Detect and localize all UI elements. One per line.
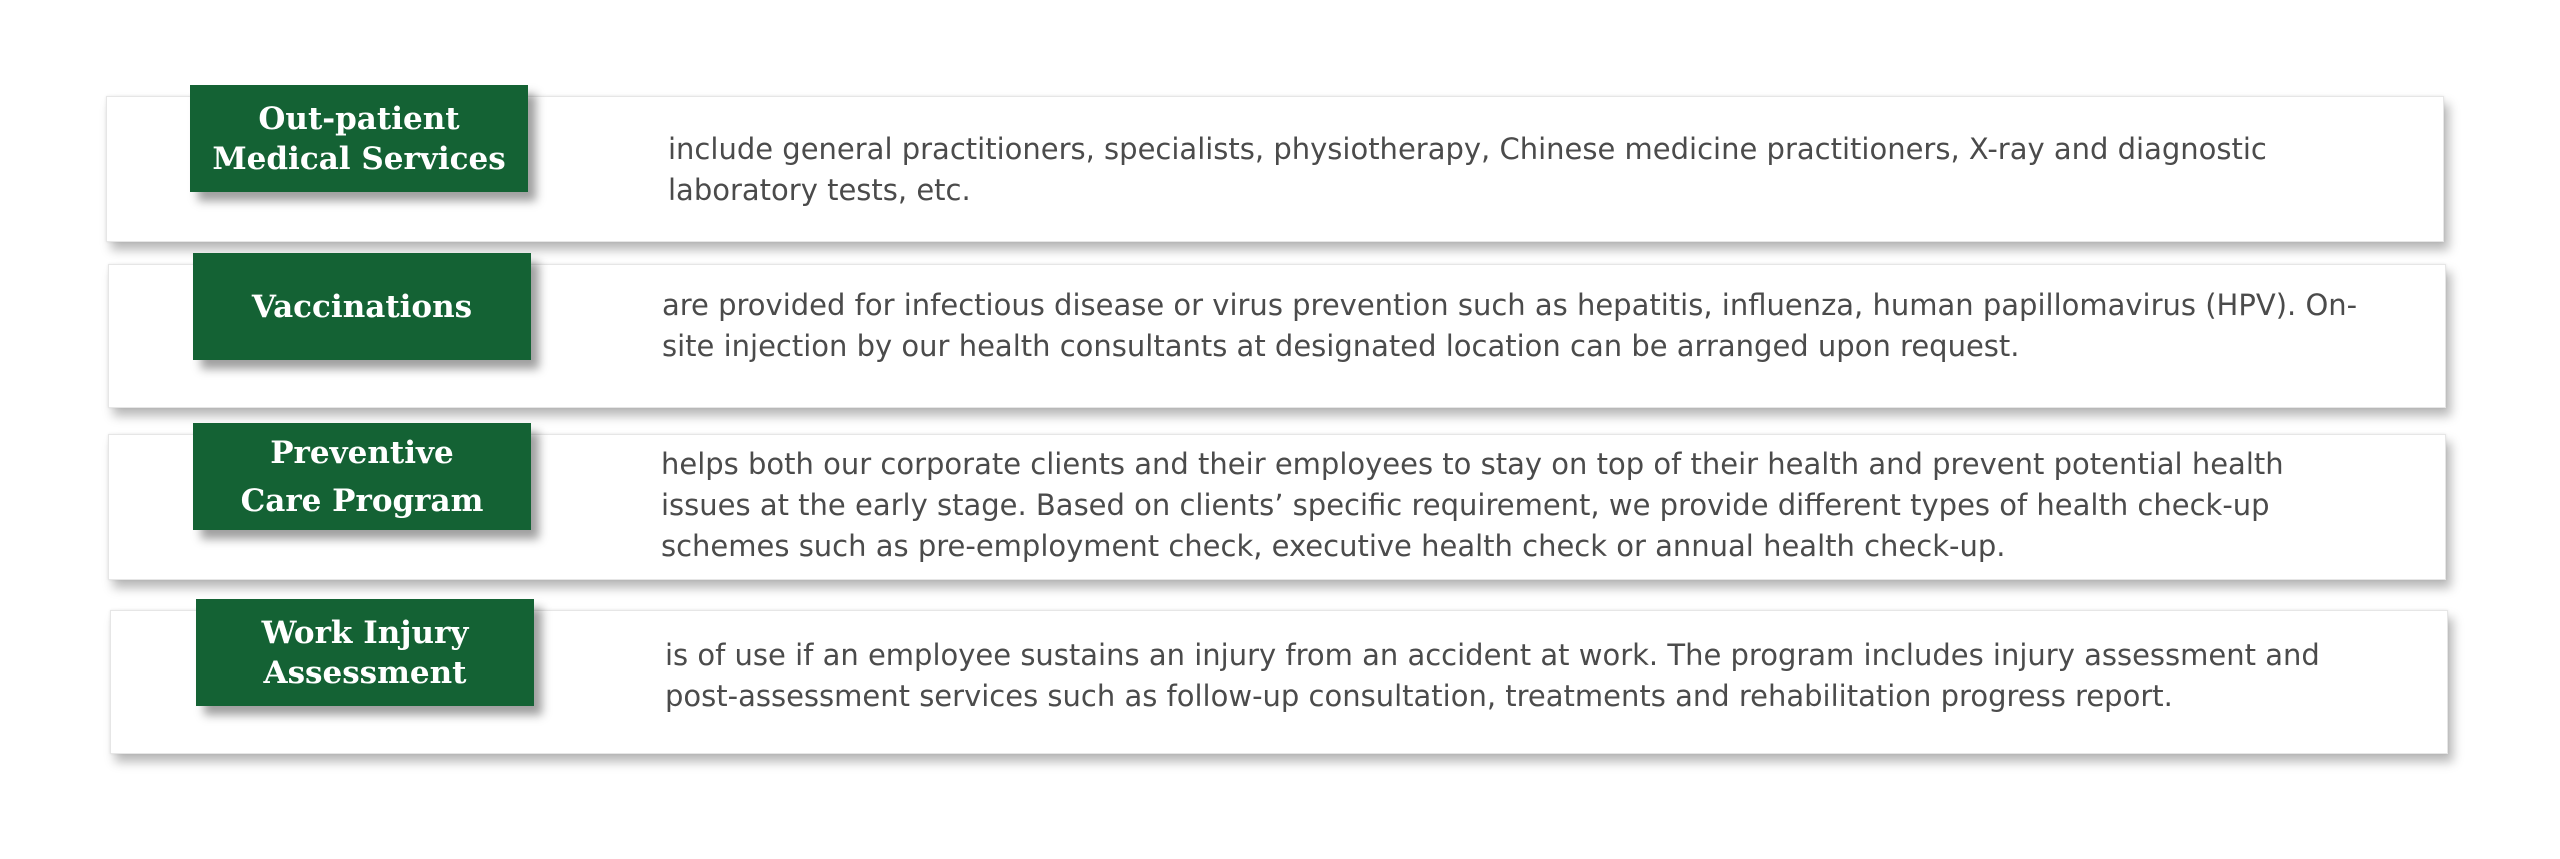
service-badge-vaccinations	[193, 253, 531, 360]
service-description: are provided for infectious disease or virus prevention such as hepatitis, influenza, human papillomavirus (HPV). On-site injection by our health consultants at designated location can be arranged upon request.	[662, 288, 2358, 363]
service-row-work-injury	[110, 610, 2448, 754]
service-row-vaccinations	[108, 264, 2446, 408]
service-description: helps both our corporate clients and their employees to stay on top of their health and prevent potential health issues at the early stage. Based on clients’ specific requirement, we provide different types of health check-up schemes such as pre-employment check, executive health check or annual health check-up.	[661, 447, 2284, 563]
service-title: Out-patient Medical Services	[212, 100, 506, 177]
service-badge-preventive	[193, 423, 531, 530]
service-row-preventive	[108, 434, 2446, 580]
service-badge-outpatient	[190, 85, 528, 192]
service-description: is of use if an employee sustains an injury from an accident at work. The program includes injury assessment and post-assessment services such as follow-up consultation, treatments and rehabilitation progress report.	[665, 638, 2320, 713]
service-row-outpatient	[106, 96, 2444, 242]
service-description: include general practitioners, specialists, physiotherapy, Chinese medicine practitioners, X-ray and diagnostic laboratory tests, etc.	[668, 132, 2267, 207]
service-title: Preventive Care Program	[240, 434, 484, 519]
service-title: Work Injury Assessment	[261, 614, 469, 691]
service-badge-work-injury	[196, 599, 534, 706]
service-title: Vaccinations	[251, 288, 473, 325]
